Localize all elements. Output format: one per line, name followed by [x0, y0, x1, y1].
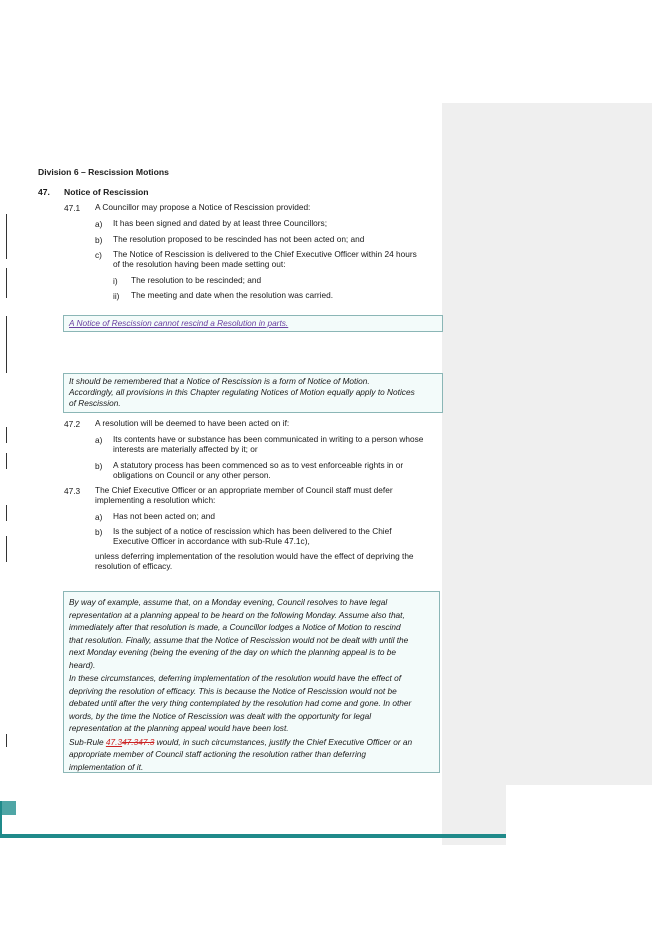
item-text: interests are materially affected by it; or	[113, 444, 258, 454]
item-text: Its contents have or substance has been communicated in writing to a person whose	[113, 434, 424, 444]
clause-text: implementing a resolution which:	[95, 495, 216, 505]
item-label: b)	[95, 527, 103, 537]
clause-text: The Chief Executive Officer or an appropriate member of Council staff must defer	[95, 485, 393, 495]
clause-tail: resolution of efficacy.	[95, 561, 173, 571]
note-box	[63, 315, 443, 332]
change-bar	[6, 427, 7, 443]
inserted-reference: 47.3	[105, 736, 123, 747]
item-label: a)	[95, 512, 103, 522]
item-text: The Notice of Rescission is delivered to the Chief Executive Officer within 24 hours	[113, 249, 417, 259]
item-label: b)	[95, 461, 103, 471]
subitem-label: i)	[113, 276, 118, 286]
example-line: By way of example, assume that, on a Monday evening, Council resolves to have legal	[69, 597, 388, 607]
change-bar	[6, 214, 7, 259]
change-bar	[6, 453, 7, 469]
example-line: next Monday evening (being the evening of the day on which the planning appeal is to be	[69, 647, 397, 657]
item-label: a)	[95, 219, 103, 229]
subitem-text: The resolution to be rescinded; and	[131, 275, 262, 285]
division-title: Division 6 – Rescission Motions	[38, 167, 169, 177]
note-line: It should be remembered that a Notice of Rescission is a form of Notice of Motion.	[69, 376, 370, 386]
example-line: representation at the planning appeal would have been lost.	[69, 723, 289, 733]
item-text: It has been signed and dated by at least three Councillors;	[113, 218, 328, 228]
note-line: Accordingly, all provisions in this Chapter regulating Notices of Motion equally apply to Notices	[69, 387, 415, 398]
example-line: depriving the resolution of efficacy. This is because the Notice of Rescission would not be	[69, 685, 397, 696]
change-bar	[6, 734, 7, 747]
item-text: of the resolution having been made setting out:	[113, 259, 286, 269]
change-bar	[6, 505, 7, 521]
item-text: Executive Officer in accordance with sub-Rule 47.1c),	[113, 536, 310, 546]
example-line: representation at a planning appeal to be heard on the following Monday. Assume also that,	[69, 609, 405, 620]
clause-tail: unless deferring implementation of the resolution would have the effect of depriving the	[95, 551, 414, 561]
clause-number: 47.2	[64, 419, 81, 429]
subitem-text: The meeting and date when the resolution was carried.	[131, 290, 334, 300]
deleted-reference: 47.3	[122, 736, 139, 747]
change-bar	[6, 536, 7, 562]
example-line	[69, 736, 434, 749]
footer-square	[2, 801, 16, 815]
example-line: implementation of it.	[69, 761, 144, 772]
example-line: immediately after that resolution is made, a Councillor lodges a Notice of Motion to rescind	[69, 622, 401, 632]
item-text: A statutory process has been commenced so as to vest enforceable rights in or	[113, 460, 404, 470]
clause-text: A resolution will be deemed to have been acted on if:	[95, 418, 290, 428]
example-line: that resolution. Finally, assume that the Notice of Rescission would not be dealt with until the	[69, 634, 409, 645]
example-suffix: would, in such circumstances, justify the Chief Executive Officer or an	[154, 736, 413, 747]
example-line: In these circumstances, deferring implementation of the resolution would have the effect of	[69, 673, 402, 683]
comment-pane	[442, 103, 652, 845]
item-text: obligations on Council or any other person.	[113, 470, 271, 480]
example-line: appropriate member of Council staff actioning the resolution rather than deferring	[69, 749, 367, 759]
example-line: heard).	[69, 659, 96, 670]
subitem-label: ii)	[113, 291, 120, 301]
item-text: Is the subject of a notice of rescission which has been delivered to the Chief	[113, 526, 392, 536]
note-box	[63, 373, 443, 413]
item-label: c)	[95, 250, 102, 260]
example-line: debated until after the very thing contemplated by the resolution had come and gone. In other	[69, 698, 412, 708]
item-text: The resolution proposed to be rescinded has not been acted on; and	[113, 234, 365, 244]
item-text: Has not been acted on; and	[113, 511, 215, 521]
clause-number: 47.3	[64, 486, 81, 496]
item-label: b)	[95, 235, 103, 245]
change-bar	[6, 316, 7, 373]
item-label: a)	[95, 435, 103, 445]
section-number: 47.	[38, 187, 50, 197]
change-bar	[6, 268, 7, 298]
section-title: Notice of Rescission	[64, 187, 149, 197]
note-line: of Rescission.	[69, 398, 121, 409]
page-bottom-margin	[506, 785, 652, 845]
example-line: words, by the time the Notice of Rescission was dealt with the opportunity for legal	[69, 710, 372, 721]
example-box	[63, 591, 440, 773]
footer-rule	[0, 834, 506, 838]
note-link[interactable]: A Notice of Rescission cannot rescind a Resolution in parts.	[69, 318, 289, 328]
example-prefix: Sub-Rule	[69, 736, 106, 747]
clause-text: A Councillor may propose a Notice of Rescission provided:	[95, 202, 311, 212]
clause-number: 47.1	[64, 203, 81, 213]
deleted-reference: 47.3	[138, 736, 155, 747]
